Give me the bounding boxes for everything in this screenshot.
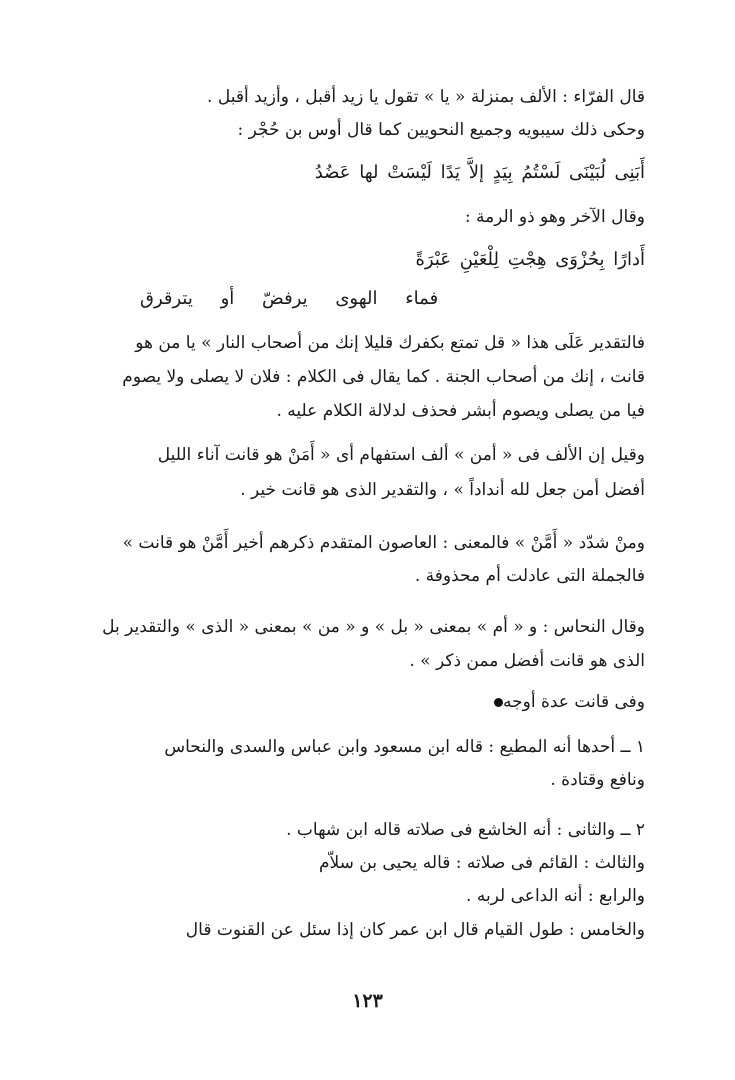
text-line: وقال النحاس : و « أم » بمعنى « بل » و « من » بمعنى « الذى » والتقدير بل: [102, 617, 645, 637]
page-number: ١٢٣: [352, 990, 383, 1012]
text-line: وحكى ذلك سيبويه وجميع النحويين كما قال أوس بن حُجْر :: [237, 120, 645, 140]
list-item: والرابع : أنه الداعى لربه .: [466, 886, 645, 906]
verse-line: أَبَنِى لُبَيْنَى لَسْتُمُ بِيَدٍ إلاَّ يَدًا لَيْسَتْ لها عَضُدُ: [314, 162, 645, 183]
text-line: أفضل أمن جعل لله أنداداً » ، والتقدير الذى هو قانت خير .: [240, 480, 645, 500]
list-item: والخامس : طول القيام قال ابن عمر كان إذا سئل عن القنوت قال: [185, 920, 645, 940]
text-line: الذى هو قانت أفضل ممن ذكر » .: [409, 651, 645, 671]
text-line: قال الفرّاء : الألف بمنزلة « يا » تقول يا زيد أقبل ، وأزيد أقبل .: [207, 87, 645, 107]
text-line: قانت ، إنك من أصحاب الجنة . كما يقال فى الكلام : فلان لا يصلى ولا يصوم: [122, 367, 645, 387]
text-line: ومنْ شدّد « أَمَّنْ » فالمعنى : العاصون المتقدم ذكرهم أخير أَمَّنْ هو قانت »: [122, 533, 645, 553]
text-line: فالجملة التى عادلت أم محذوفة .: [414, 566, 645, 586]
text-line: وقيل إن الألف فى « أمن » ألف استفهام أى « أَمَنْ هو قانت آناء الليل: [157, 445, 645, 465]
list-item: والثالث : القائم فى صلاته : قاله يحيى بن سلاّم: [318, 853, 645, 873]
verse-line: أَدارًا بِحُزْوَى هِجْتِ لِلْعَيْنِ عَبْرَةً: [415, 249, 645, 270]
list-item: ٢ ــ والثانى : أنه الخاشع فى صلاته قاله ابن شهاب .: [286, 820, 645, 840]
text-line: فالتقدير عَلَى هذا « قل تمتع بكفرك قليلا إنك من أصحاب النار » يا من هو: [135, 333, 645, 353]
verse-line: فماء الهوى يرفضّ أو يترقرق: [140, 288, 439, 309]
bullet-dot-icon: [494, 698, 503, 707]
bullet-heading-text: وفى قانت عدة أوجه: [503, 692, 645, 712]
list-item: ونافع وقتادة .: [550, 770, 645, 790]
bullet-heading: [486, 689, 645, 715]
list-item: ١ ــ أحدها أنه المطيع : قاله ابن مسعود وابن عباس والسدى والنحاس: [164, 737, 645, 757]
text-line: وقال الآخر وهو ذو الرمة :: [464, 207, 645, 227]
text-line: فيا من يصلى ويصوم أبشر فحذف لدلالة الكلام عليه .: [276, 401, 645, 421]
